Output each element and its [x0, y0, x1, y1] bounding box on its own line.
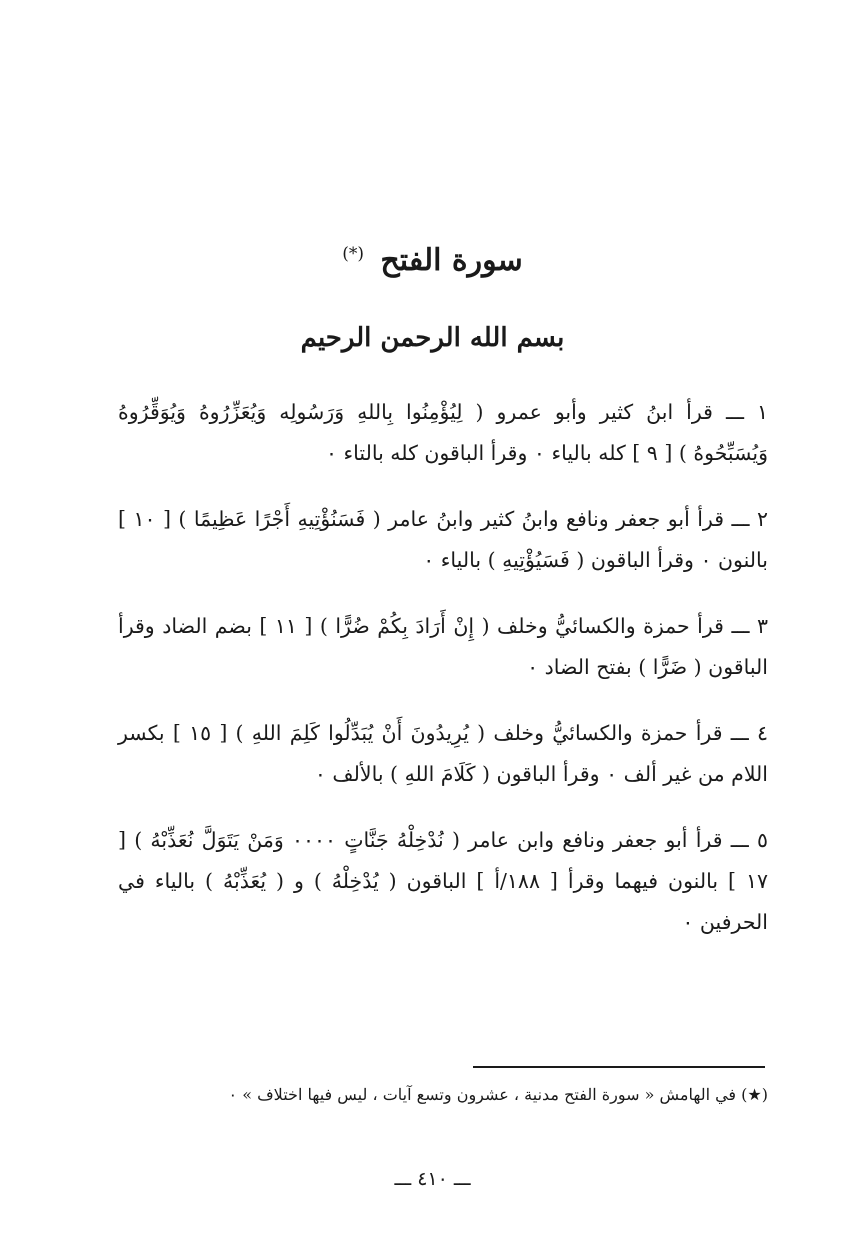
entry-text: ـــ قرأ أبو جعفر ونافع وابنُ كثير وابنُ عامر ( فَسَنُؤْتِيهِ أَجْرًا عَظِيمًا ) [ ١٠ ] بالنون ٠ وقرأ الباقون ( فَسَيُؤْتِيهِ ) بالياء ٠	[118, 507, 768, 572]
surah-title	[0, 232, 865, 283]
readings-list	[118, 392, 768, 968]
reading-entry-2	[118, 499, 768, 581]
page-number: ـــ ٤١٠ ـــ	[394, 1168, 471, 1190]
reading-entry-3	[118, 606, 768, 688]
entry-number: ١	[756, 400, 768, 424]
footnote-text: في الهامش « سورة الفتح مدنية ، عشرون وتسع آيات ، ليس فيها اختلاف » ٠	[228, 1085, 737, 1104]
reading-entry-5	[118, 820, 768, 943]
footnote-marker: (★)	[741, 1085, 768, 1104]
surah-title-text: سورة الفتح	[380, 243, 523, 278]
reading-entry-1	[118, 392, 768, 474]
entry-number: ٤	[757, 721, 769, 745]
entry-text: ـــ قرأ حمزة والكسائيُّ وخلف ( يُرِيدُونَ أَنْ يُبَدِّلُوا كَلِمَ اللهِ ) [ ١٥ ] بكسر اللام من غير ألف ٠ وقرأ الباقون ( كَلَامَ اللهِ ) بالألف ٠	[118, 721, 768, 786]
reading-entry-4	[118, 713, 768, 795]
basmala: بسم الله الرحمن الرحيم	[300, 323, 565, 353]
footnote-reference-marker: (*)	[342, 244, 364, 264]
entry-text: ـــ قرأ حمزة والكسائيُّ وخلف ( إِنْ أَرَادَ بِكُمْ ضُرًّا ) [ ١١ ] بضم الضاد وقرأ الباقون ( ضَرًّا ) بفتح الضاد ٠	[118, 614, 768, 679]
entry-number: ٢	[756, 507, 768, 531]
footnote	[118, 1080, 768, 1109]
entry-text: ـــ قرأ ابنُ كثير وأبو عمرو ( لِيُؤْمِنُوا بِاللهِ وَرَسُولِه وَيُعَزِّرُوهُ وَيُوَقِّرُوهُ وَيُسَبِّحُوهُ ) [ ٩ ] كله بالياء ٠ وقرأ الباقون كله بالتاء ٠	[118, 400, 768, 465]
entry-number: ٥	[756, 828, 768, 852]
entry-text: ـــ قرأ أبو جعفر ونافع وابن عامر ( نُدْخِلْهُ جَنَّاتٍ ٠٠٠٠ وَمَنْ يَتَوَلَّ نُعَذِّبْهُ ) [ ١٧ ] بالنون فيهما وقرأ [ ١٨٨/أ ] الباقون ( يُدْخِلْهُ ) و ( يُعَذِّبْهُ ) بالياء في الحرفين ٠	[118, 828, 768, 934]
footnote-divider	[473, 1066, 765, 1068]
entry-number: ٣	[756, 614, 768, 638]
